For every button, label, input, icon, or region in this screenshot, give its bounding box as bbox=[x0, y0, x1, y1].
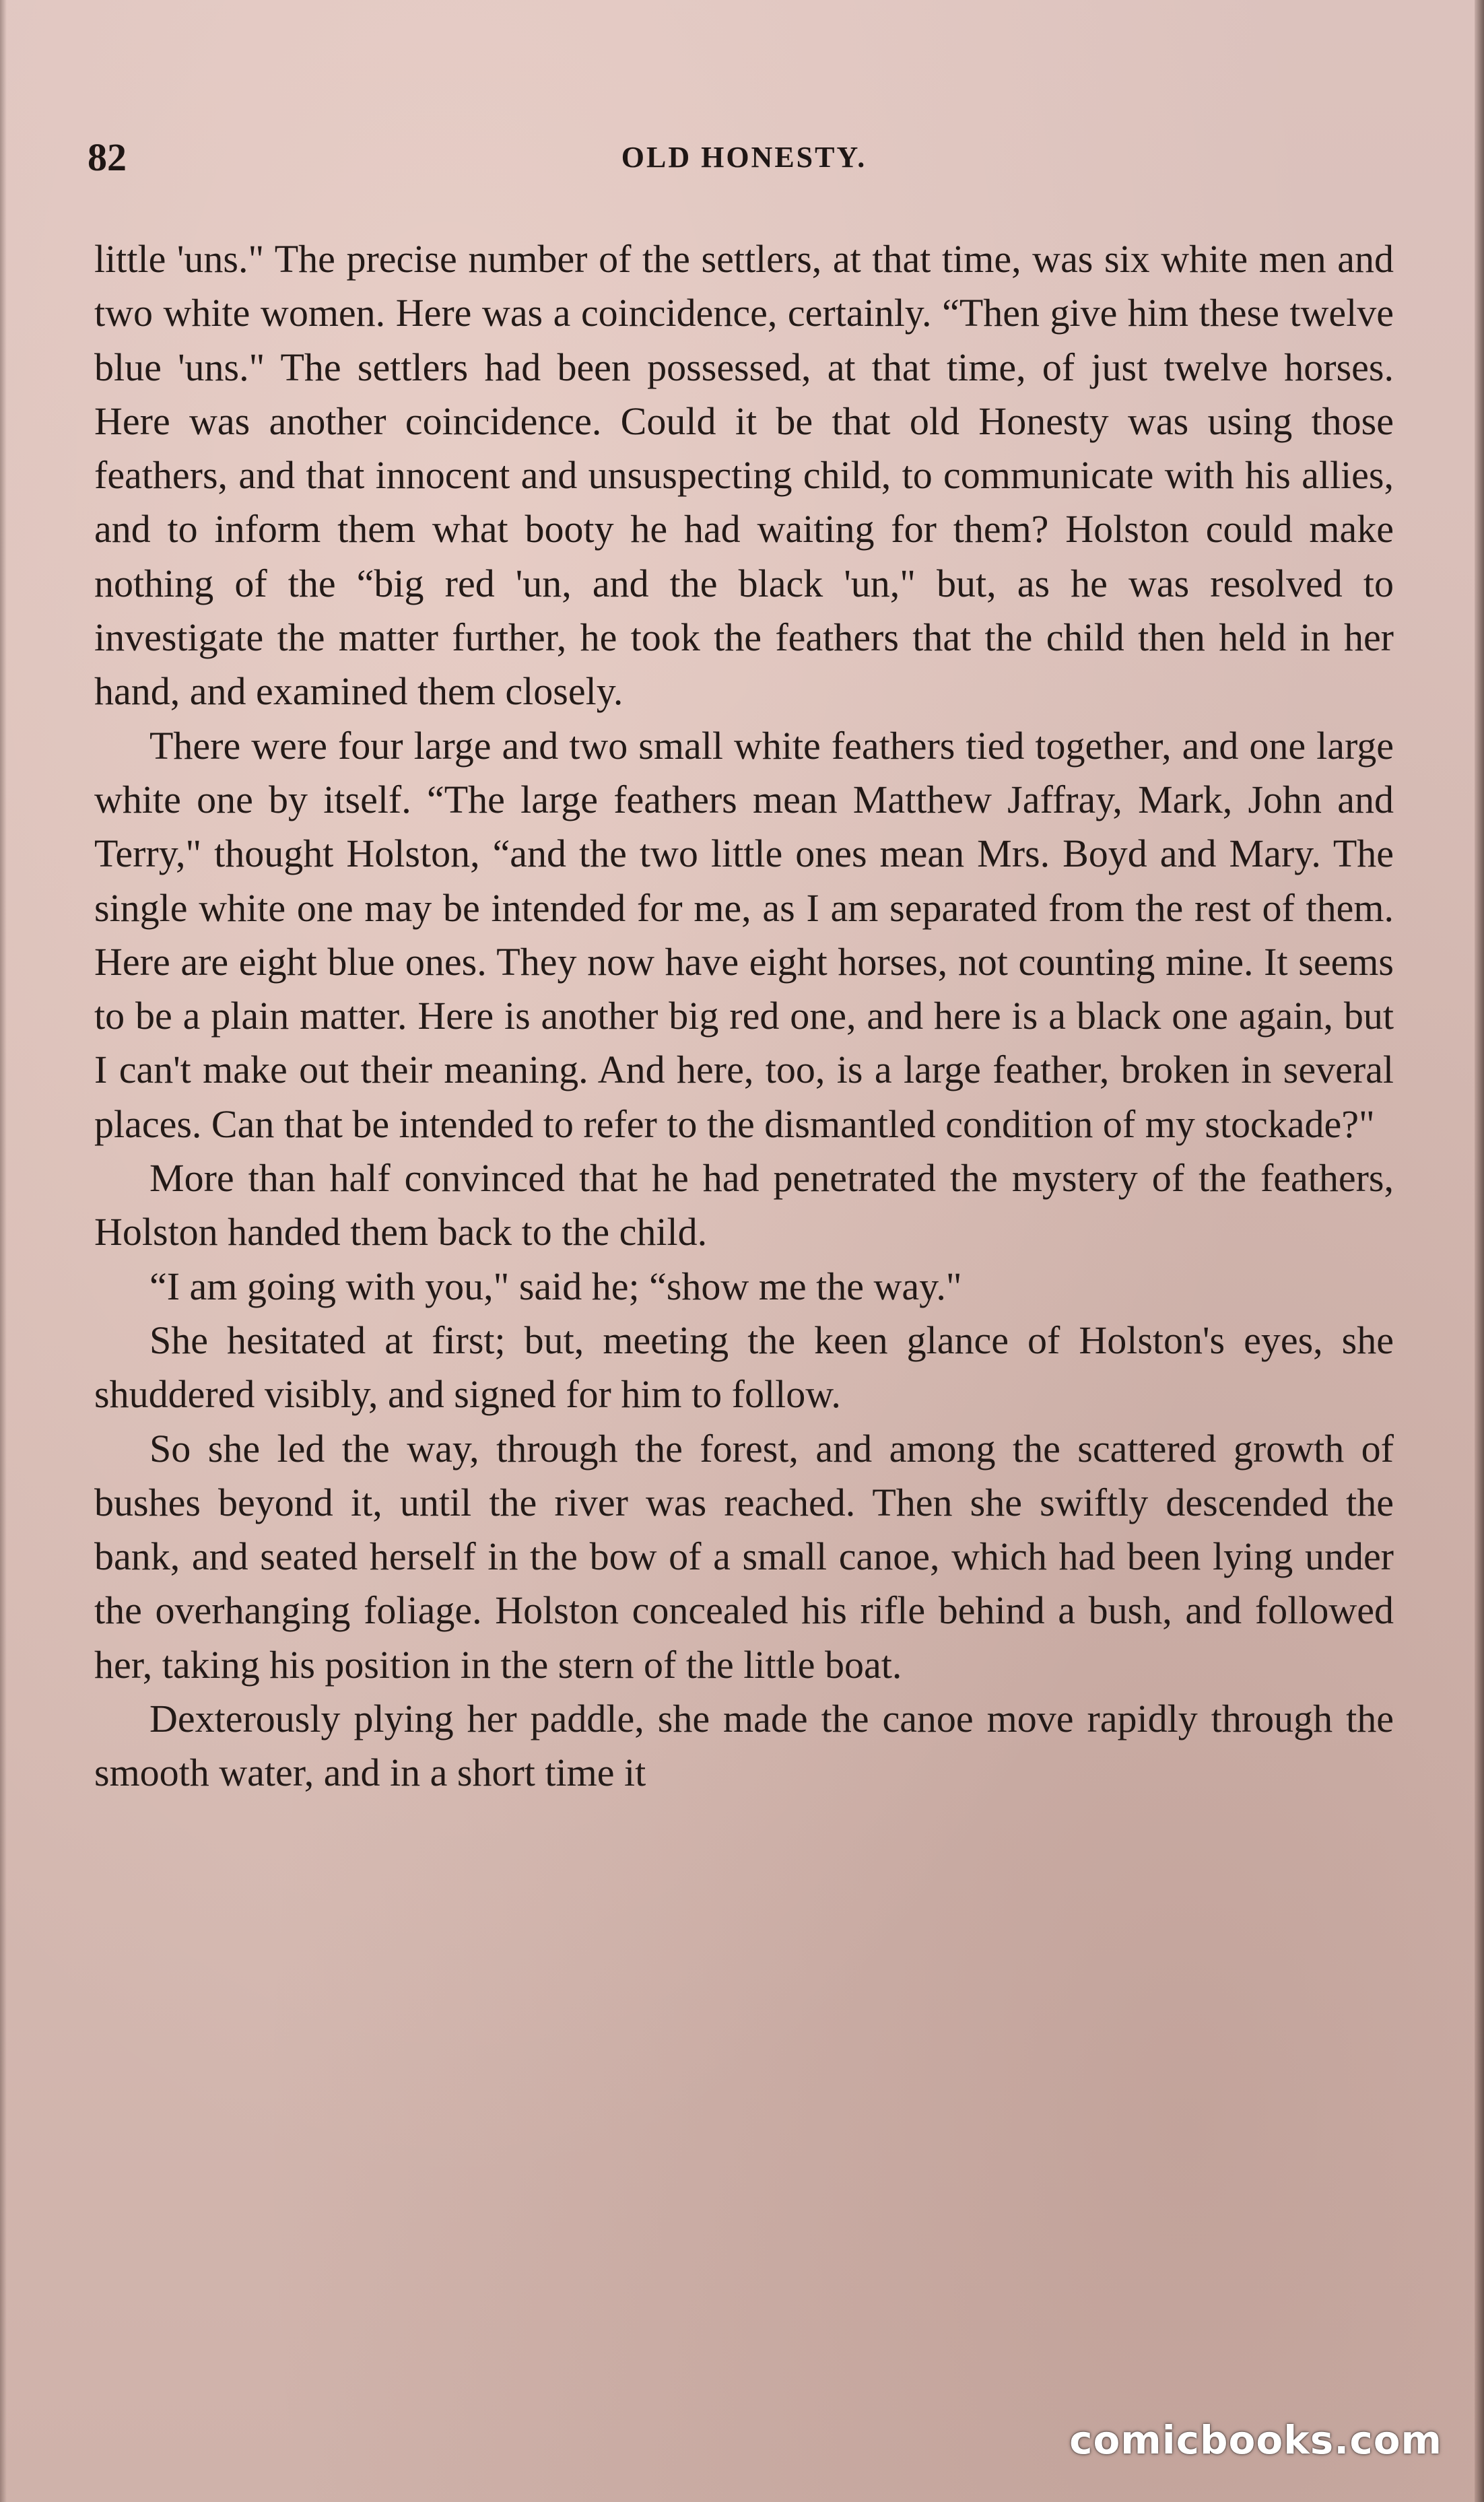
paragraph-3: More than half convinced that he had penetrated the mystery of the feathers, Holston handed them back to the child. bbox=[94, 1156, 1394, 1254]
page-header bbox=[88, 135, 1401, 189]
paragraph-7: Dexterously plying her paddle, she made the canoe move rapidly through the smooth water, and in a short time it bbox=[94, 1697, 1394, 1795]
paragraph-6: So she led the way, through the forest, and among the scattered growth of bushes beyond it, until the river was reached. Then she swiftly descended the bank, and seated herself in the bow of a small canoe, which had been lying under the overhanging foliage. Holston concealed his rifle behind a bush, and followed her, taking his position in the stern of the little boat. bbox=[94, 1426, 1394, 1687]
paragraph-5: She hesitated at first; but, meeting the keen glance of Holston's eyes, she shuddered visibly, and signed for him to follow. bbox=[94, 1318, 1394, 1417]
paragraph-2: There were four large and two small white feathers tied together, and one large white one by itself. “The large feathers mean Matthew Jaffray, Mark, John and Terry," thought Holston, “and the two little ones mean Mrs. Boyd and Mary. The single white one may be intended for me, as I am separated from the rest of them. Here are eight blue ones. They now have eight horses, not counting mine. It seems to be a plain matter. Here is another big red one, and here is a black one again, but I can't make out their meaning. And here, too, is a large feather, broken in several places. Can that be intended to refer to the dismantled condition of my stockade?" bbox=[94, 723, 1394, 1146]
paragraph-4: “I am going with you," said he; “show me the way." bbox=[149, 1264, 962, 1308]
running-head: OLD HONESTY. bbox=[621, 141, 867, 174]
page-left-edge bbox=[0, 0, 7, 2502]
page-number: 82 bbox=[88, 135, 127, 179]
paragraph-1: little 'uns." The precise number of the settlers, at that time, was six white men and two white women. Here was a coincidence, certainly. “Then give him these twelve blue 'uns." The settlers had been possessed, at that time, of just twelve horses. Here was another coincidence. Could it be that old Honesty was using those feathers, and that innocent and unsuspecting child, to communicate with his allies, and to inform them what booty he had waiting for them? Holston could make nothing of the “big red 'un, and the black 'un," but, as he was resolved to investigate the matter further, he took the feathers that the child then held in her hand, and examined them closely. bbox=[94, 237, 1394, 714]
source-watermark: comicbooks.com bbox=[1069, 2417, 1442, 2463]
page-right-edge bbox=[1475, 0, 1484, 2502]
page-text bbox=[94, 232, 1394, 1800]
